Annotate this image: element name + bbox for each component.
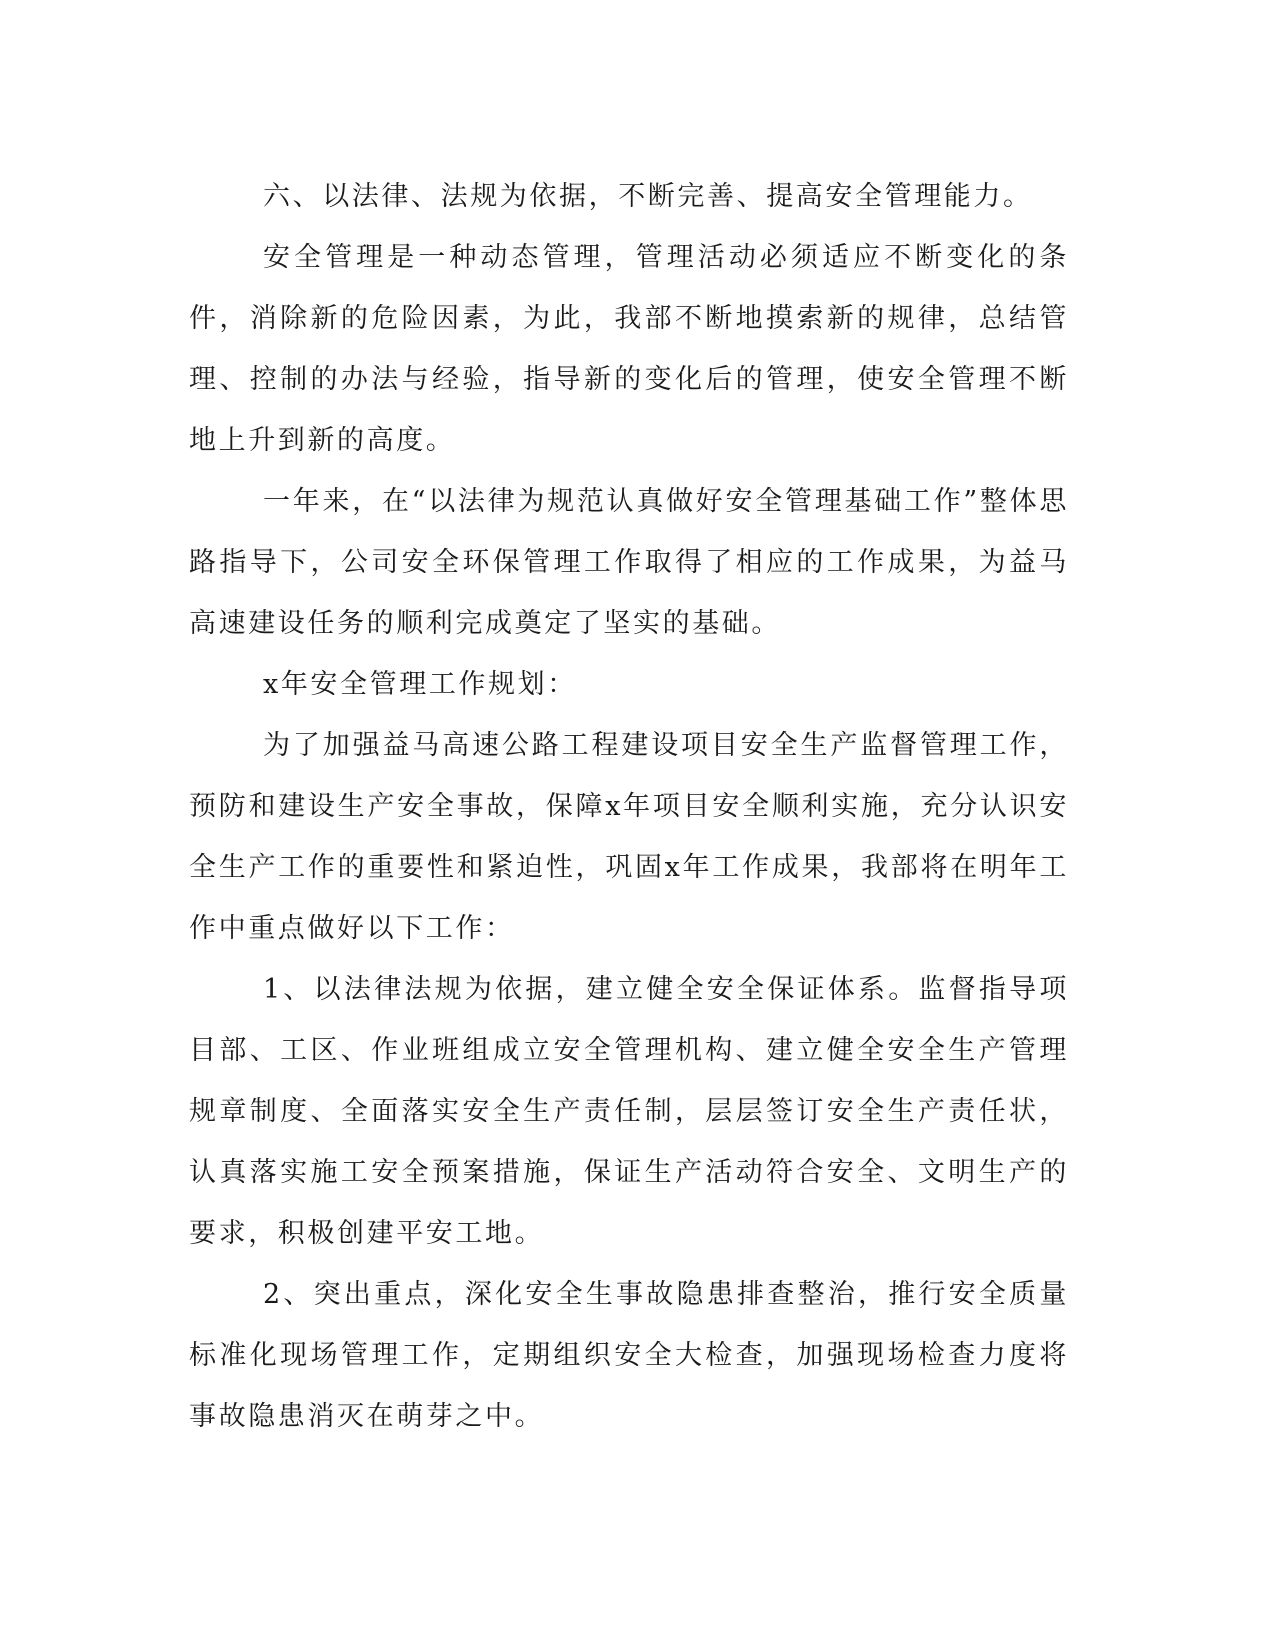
paragraph-dynamic-management: 安全管理是一种动态管理，管理活动必须适应不断变化的条件，消除新的危险因素，为此，我部不断地摸索新的规律，总结管理、控制的办法与经验，指导新的变化后的管理，使安全管理不断地上升到新的高度。 <box>189 242 1069 456</box>
paragraph-plan-intro: 为了加强益马高速公路工程建设项目安全生产监督管理工作，预防和建设生产安全事故，保障x年项目安全顺利实施，充分认识安全生产工作的重要性和紧迫性，巩固x年工作成果，我部将在明年工作中重点做好以下工作： <box>189 730 1069 944</box>
document-body <box>189 166 1069 1447</box>
paragraph-item-2: 2、突出重点，深化安全生事故隐患排查整治，推行安全质量标准化现场管理工作，定期组织安全大检查，加强现场检查力度将事故隐患消灭在萌芽之中。 <box>189 1279 1069 1432</box>
paragraph-section-six-heading: 六、以法律、法规为依据，不断完善、提高安全管理能力。 <box>263 181 1033 212</box>
paragraph-item-1: 1、以法律法规为依据，建立健全安全保证体系。监督指导项目部、工区、作业班组成立安全管理机构、建立健全安全生产管理规章制度、全面落实安全生产责任制，层层签订安全生产责任状，认真落实施工安全预案措施，保证生产活动符合安全、文明生产的要求，积极创建平安工地。 <box>189 974 1069 1249</box>
paragraph-year-review: 一年来，在“以法律为规范认真做好安全管理基础工作”整体思路指导下，公司安全环保管理工作取得了相应的工作成果，为益马高速建设任务的顺利完成奠定了坚实的基础。 <box>189 486 1069 639</box>
paragraph-plan-heading: x年安全管理工作规划： <box>263 669 577 700</box>
